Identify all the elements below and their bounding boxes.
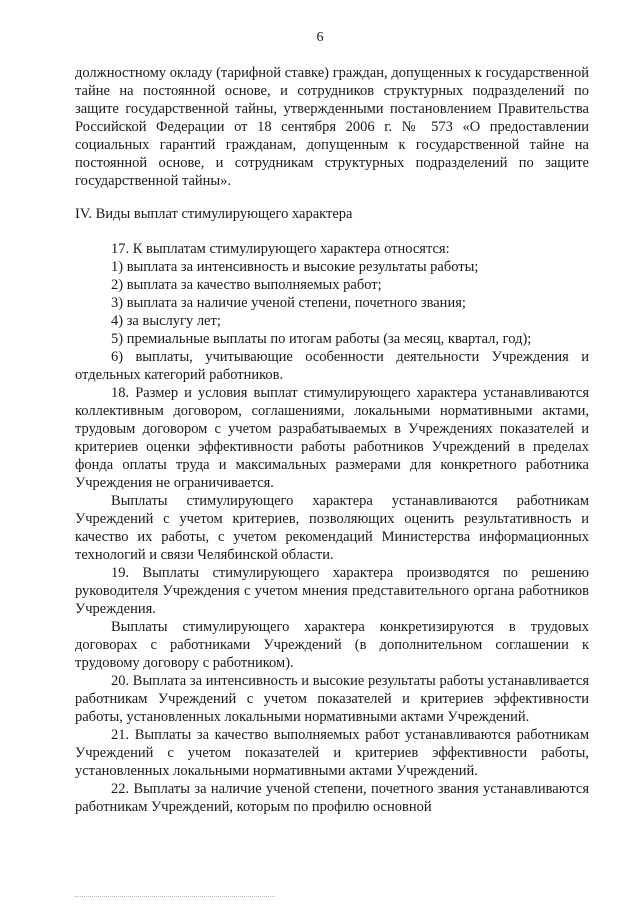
paragraph-continuation: должностному окладу (тарифной ставке) граждан, допущенных к государственной тайне на постоянной основе, и сотрудников структурных подразделений по защите государственной тайны, утвержденными постановлением Правительства Российской Федерации от 18 сентября 2006 г. № 573 «О предоставлении социальных гарантий гражданам, допущенным к государственной тайне на постоянной основе, и сотрудникам структурных подразделений по защите государственной тайны». (75, 65, 589, 189)
list-item: 4) за выслугу лет; (111, 313, 221, 329)
paragraph-17-intro: 17. К выплатам стимулирующего характера относятся: (111, 241, 450, 257)
paragraph-18: 18. Размер и условия выплат стимулирующего характера устанавливаются коллективным договором, соглашениями, локальными нормативными актами, трудовым договором с учетом разрабатываемых в Учреждениях показателей и критериев оценки эффективности работы работников Учреждений в пределах фонда оплаты труда и максимальных размерами для конкретного работника Учреждения не ограничивается. (75, 385, 589, 491)
list-item-6: 6) выплаты, учитывающие особенности деятельности Учреждения и отдельных категорий работников. (75, 349, 589, 383)
paragraph-20: 20. Выплата за интенсивность и высокие результаты работы устанавливается работникам Учреждений с учетом показателей и критериев эффективности работы, установленных локальными нормативными актами Учреждений. (75, 673, 589, 725)
list-item: 2) выплата за качество выполняемых работ; (111, 277, 382, 293)
page-number: 6 (316, 30, 324, 45)
list-item: 1) выплата за интенсивность и высокие результаты работы; (111, 259, 479, 275)
paragraph-19-cont: Выплаты стимулирующего характера конкретизируются в трудовых договорах с работниками Учреждений (в дополнительном соглашении к трудовому договору с работником). (75, 619, 589, 671)
footer-rule (75, 896, 275, 897)
paragraph-19: 19. Выплаты стимулирующего характера производятся по решению руководителя Учреждения с учетом мнения представительного органа работников Учреждения. (75, 565, 589, 617)
document-body (75, 64, 589, 816)
list-item: 5) премиальные выплаты по итогам работы (за месяц, квартал, год); (111, 331, 532, 347)
paragraph-18-cont: Выплаты стимулирующего характера устанавливаются работникам Учреждений с учетом критериев, позволяющих оценить результативность и качество их работы, с учетом рекомендаций Министерства информационных технологий и связи Челябинской области. (75, 493, 589, 563)
section-heading: IV. Виды выплат стимулирующего характера (75, 206, 353, 222)
list-item: 3) выплата за наличие ученой степени, почетного звания; (111, 295, 466, 311)
paragraph-22: 22. Выплаты за наличие ученой степени, почетного звания устанавливаются работникам Учреждений, которым по профилю основной (75, 781, 589, 815)
paragraph-21: 21. Выплаты за качество выполняемых работ устанавливаются работникам Учреждений с учетом показателей и критериев эффективности работы, установленных локальными нормативными актами Учреждений. (75, 727, 589, 779)
